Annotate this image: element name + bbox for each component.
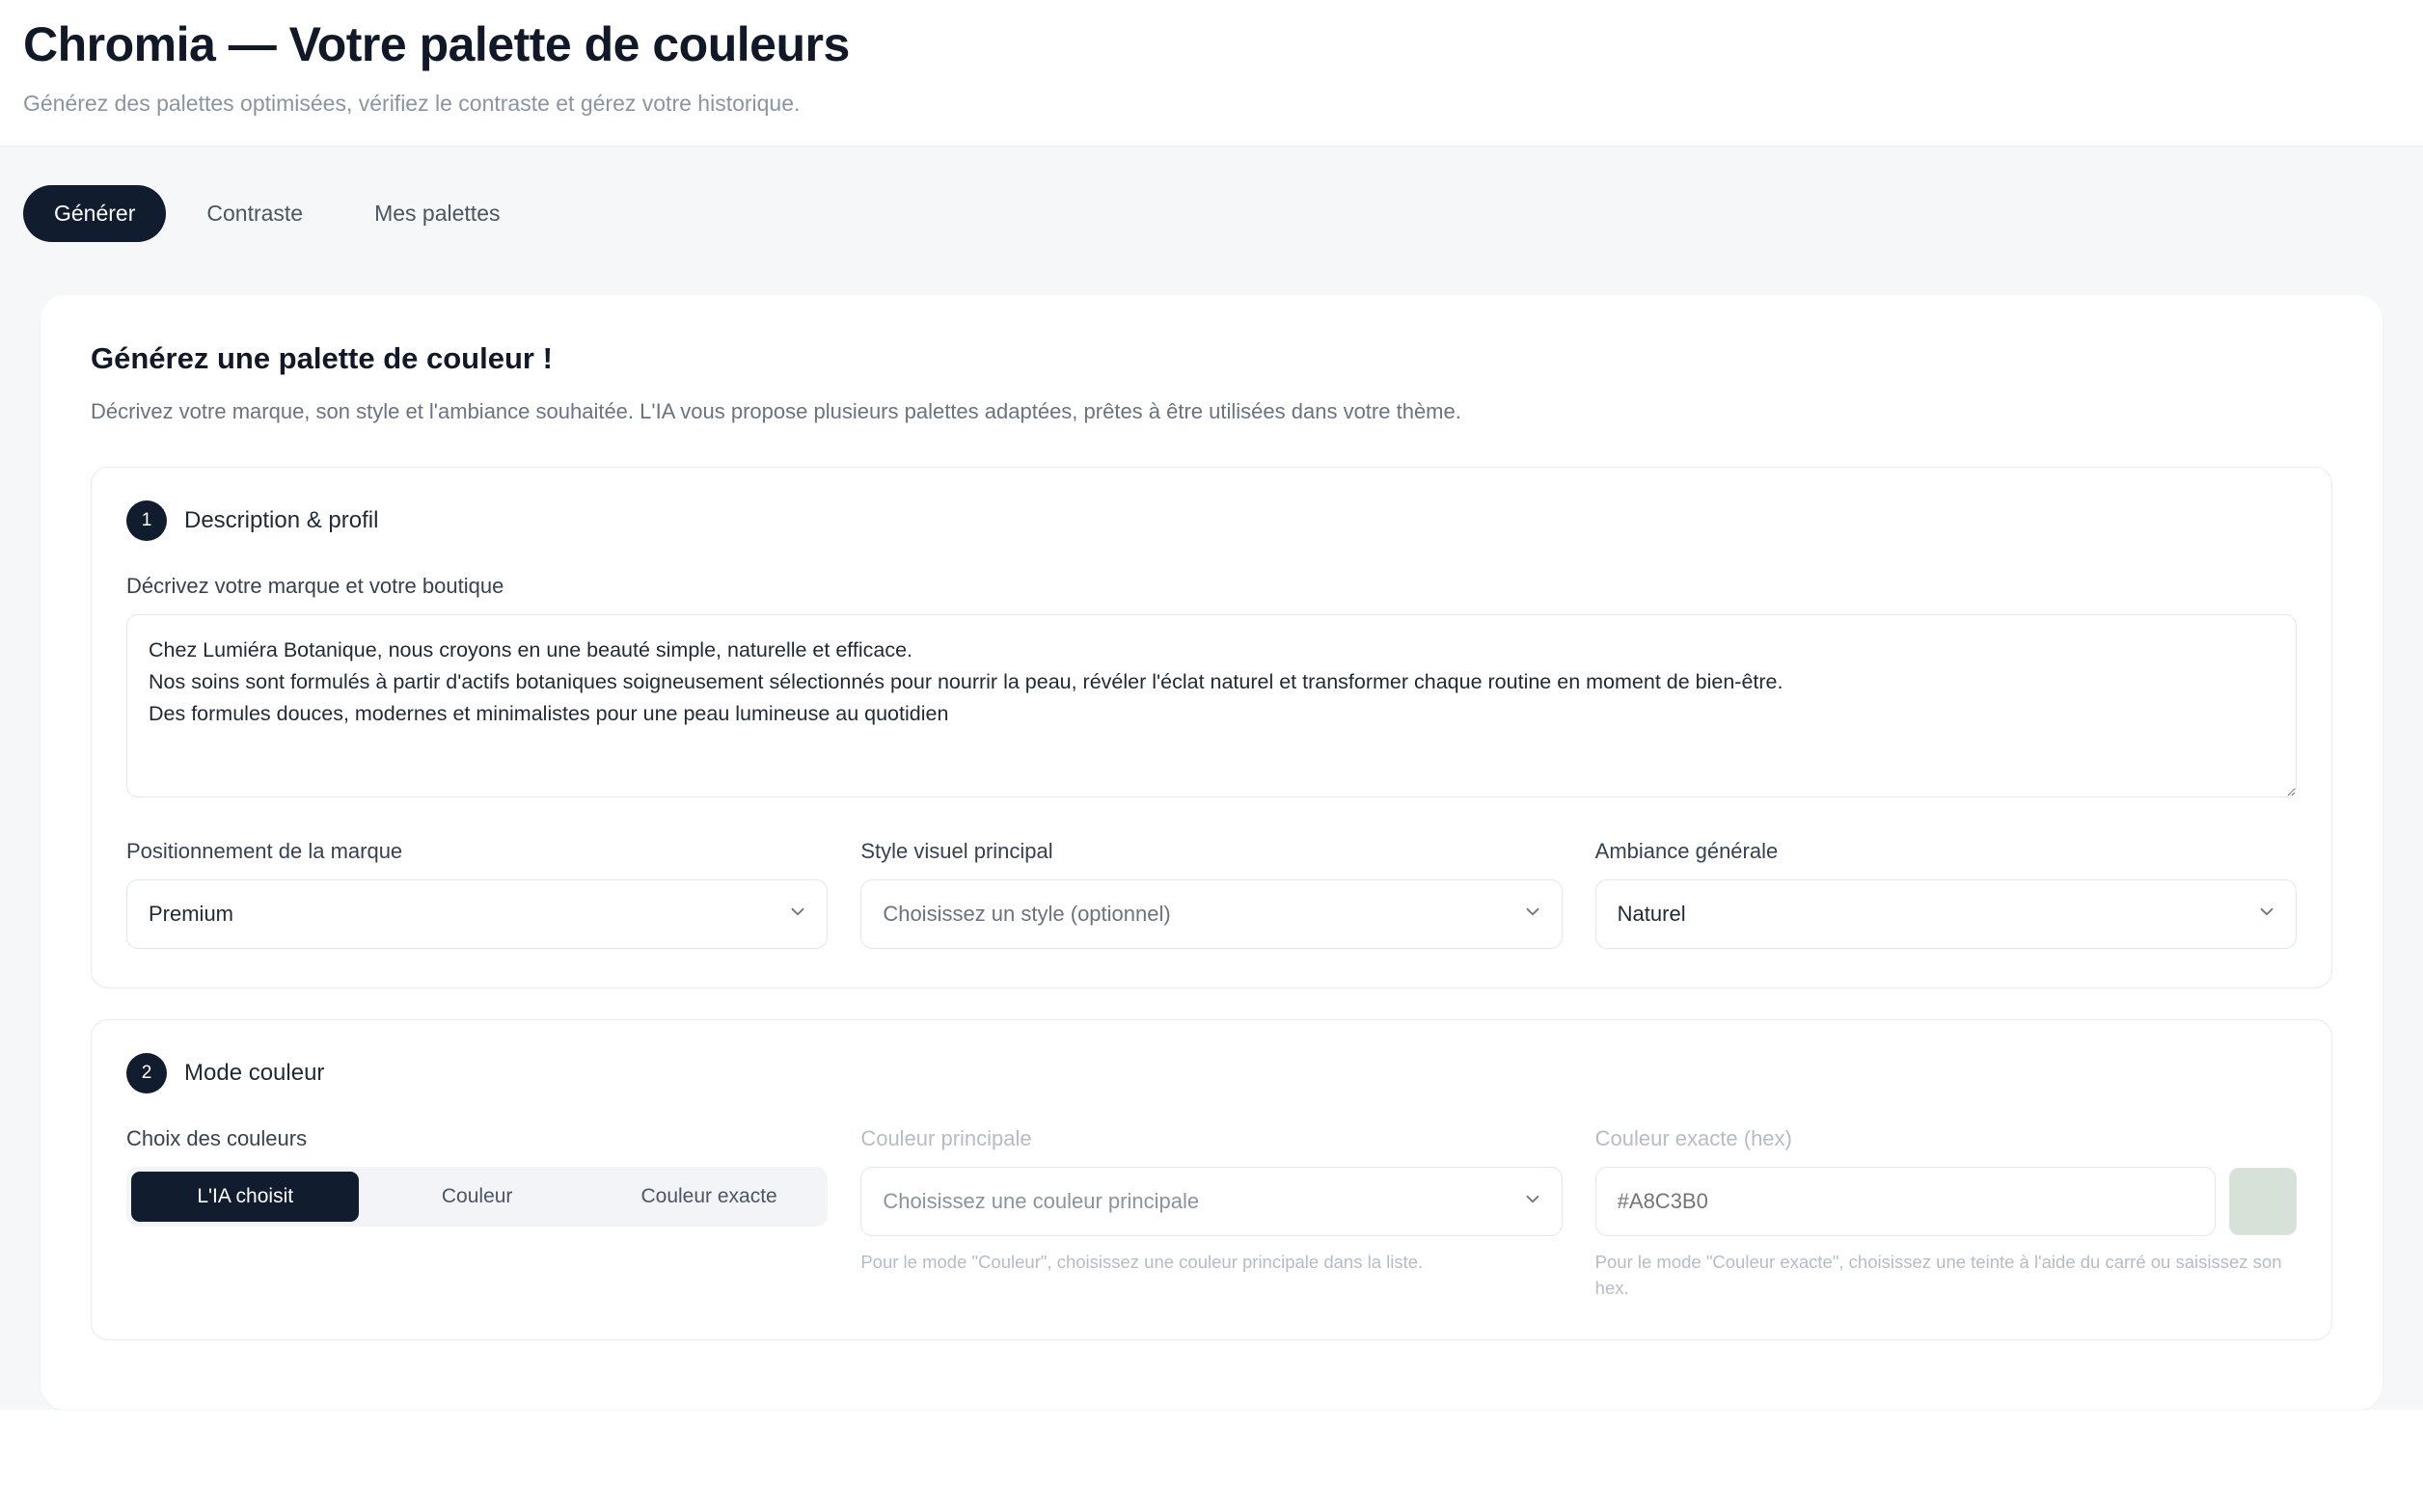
main-content (0, 242, 2423, 1410)
page-subtitle: Générez des palettes optimisées, vérifiez le contraste et gérez votre historique. (23, 90, 801, 116)
tab-generer[interactable]: Générer (23, 185, 166, 242)
couleur-principale-select[interactable]: Choisissez une couleur principale (860, 1167, 1562, 1236)
generator-card (41, 295, 2382, 1410)
color-choice-group (126, 1126, 828, 1227)
choix-couleurs-label: Choix des couleurs (126, 1126, 308, 1151)
couleur-principale-select-wrap (860, 1167, 1562, 1236)
hex-row (1595, 1167, 2297, 1236)
segment-couleur-exacte[interactable]: Couleur exacte (595, 1172, 823, 1222)
profile-selects-row (126, 839, 2297, 949)
ambiance-select[interactable]: Naturel (1595, 879, 2297, 949)
ambiance-select-wrap (1595, 879, 2297, 949)
tab-bar (23, 185, 2400, 242)
section-description-profil (91, 467, 2332, 988)
brand-description-textarea[interactable] (126, 614, 2297, 797)
step-2-badge: 2 (126, 1053, 167, 1094)
ambiance-label: Ambiance générale (1594, 839, 1779, 864)
field-positionnement (126, 839, 828, 949)
page-header (0, 0, 2423, 147)
field-style-visuel (860, 839, 1562, 949)
field-ambiance (1595, 839, 2297, 949)
positionnement-select[interactable]: Premium (126, 879, 828, 949)
couleur-exacte-label: Couleur exacte (hex) (1594, 1126, 1792, 1151)
card-description: Décrivez votre marque, son style et l'ambiance souhaitée. L'IA vous propose plusieurs palettes adaptées, prêtes à être utilisées dans votre thème. (91, 398, 1461, 423)
couleur-principale-hint: Pour le mode "Couleur", choisissez une couleur principale dans la liste. (860, 1252, 1424, 1273)
section-1-header (126, 500, 2297, 541)
section-mode-couleur (91, 1019, 2332, 1340)
positionnement-select-wrap (126, 879, 828, 949)
color-mode-segmented-control (126, 1167, 828, 1227)
page-title: Chromia — Votre palette de couleurs (23, 17, 850, 71)
step-1-badge: 1 (126, 500, 167, 541)
color-swatch-picker[interactable] (2229, 1168, 2297, 1235)
hex-color-group (1595, 1126, 2297, 1301)
tab-contraste[interactable]: Contraste (176, 185, 334, 242)
mode-couleur-grid (126, 1126, 2297, 1301)
style-visuel-select-wrap (860, 879, 1562, 949)
step-1-title: Description & profil (184, 507, 379, 534)
style-visuel-select[interactable]: Choisissez un style (optionnel) (860, 879, 1562, 949)
segment-ia-choisit[interactable]: L'IA choisit (131, 1172, 359, 1222)
positionnement-label: Positionnement de la marque (126, 839, 403, 864)
brand-description-label: Décrivez votre marque et votre boutique (126, 574, 504, 599)
tab-mes-palettes[interactable]: Mes palettes (343, 185, 531, 242)
segment-couleur[interactable]: Couleur (363, 1172, 590, 1222)
hex-input[interactable] (1595, 1167, 2216, 1236)
step-2-title: Mode couleur (184, 1060, 325, 1087)
card-title: Générez une palette de couleur ! (91, 340, 553, 375)
couleur-principale-label: Couleur principale (860, 1126, 1032, 1151)
tabs-area (0, 147, 2423, 242)
main-color-group (860, 1126, 1562, 1275)
couleur-exacte-hint: Pour le mode "Couleur exacte", choisissez une teinte à l'aide du carré ou saisissez son hex. (1594, 1252, 2282, 1298)
section-2-header (126, 1053, 2297, 1094)
style-visuel-label: Style visuel principal (860, 839, 1053, 864)
